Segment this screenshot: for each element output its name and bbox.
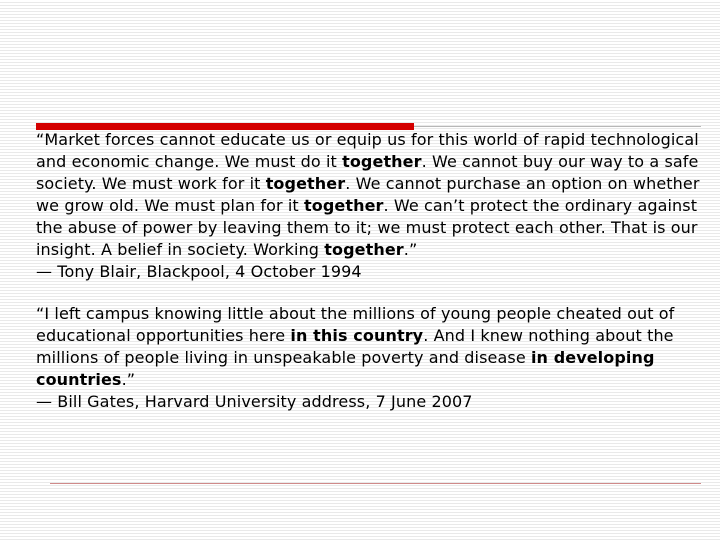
quote-segment-bold: in this country bbox=[290, 326, 424, 345]
quote-segment: . We cannot buy our way to a safe society. We must work for it bbox=[36, 152, 699, 193]
quote-segment-bold: together bbox=[265, 174, 346, 193]
bottom-rule bbox=[50, 483, 701, 484]
quote-segment-bold: together bbox=[324, 240, 404, 259]
quote-segment: . We cannot purchase an option on whether we grow old. We must plan for it bbox=[36, 174, 700, 215]
quote-segment-bold: together bbox=[303, 196, 384, 215]
quote-attribution: — Tony Blair, Blackpool, 4 October 1994 bbox=[36, 262, 362, 281]
quote-text bbox=[36, 129, 706, 261]
quote-block-1 bbox=[36, 129, 706, 283]
quotes-container bbox=[36, 129, 706, 413]
quote-attribution: — Bill Gates, Harvard University address, 7 June 2007 bbox=[36, 392, 473, 411]
quote-block-2 bbox=[36, 303, 706, 413]
quote-segment: “I left campus knowing little about the millions of young people cheated out of educational opportunities here bbox=[36, 304, 675, 345]
quote-text bbox=[36, 303, 706, 391]
quote-segment: . And I knew nothing about the millions of people living in unspeakable poverty and disease bbox=[36, 326, 674, 367]
quote-segment: .” bbox=[121, 370, 136, 389]
quote-segment-bold: together bbox=[342, 152, 422, 171]
quote-segment: “Market forces cannot educate us or equip us for this world of rapid technological and economic change. We must do it bbox=[36, 130, 699, 171]
quote-segment-bold: in developing countries bbox=[36, 348, 655, 389]
quote-segment: . We can’t protect the ordinary against the abuse of power by leaving them to it; we must protect each other. That is our insight. A belief in society. Working bbox=[36, 196, 698, 259]
quote-segment: .” bbox=[403, 240, 418, 259]
